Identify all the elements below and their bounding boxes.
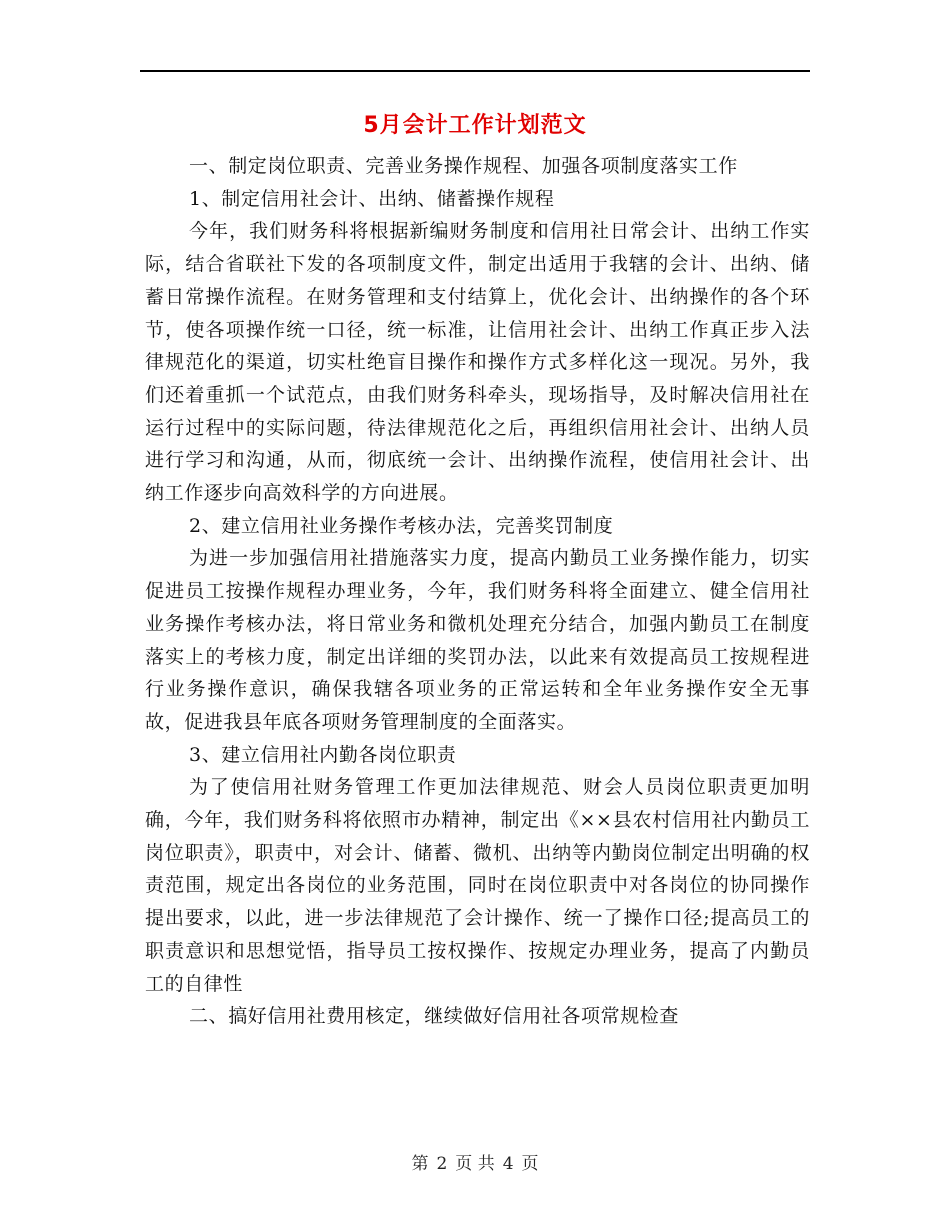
subsection-heading-3: 3、建立信用社内勤各岗位职责 (189, 743, 457, 766)
footer-prefix: 第 (411, 1154, 429, 1174)
section-heading-2: 二、搞好信用社费用核定，继续做好信用社各项常规检查 (189, 1005, 680, 1028)
section-heading-1: 一、制定岗位职责、完善业务操作规程、加强各项制度落实工作 (189, 155, 738, 177)
body-paragraph-3: 为了使信用社财务管理工作更加法律规范、财会人员岗位职责更加明确，今年，我们财务科将依照市办精神，制定出《××县农村信用社内勤员工岗位职责》，职责中，对会计、储蓄、微机、出纳等内勤岗位制定出明确的权责范围，规定出各岗位的业务范围，同时在岗位职责中对各岗位的协同操作提出要求，以此，进一步法律规范了会计操作、统一了操作口径;提高员工的职责意识和思想觉悟，指导员工按权操作、按规定办理业务，提高了内勤员工的自律性 (145, 776, 810, 995)
footer-suffix: 页 (521, 1154, 539, 1174)
document-title: 5月会计工作计划范文 (363, 113, 587, 138)
subsection-heading-1: 1、制定信用社会计、出纳、储蓄操作规程 (189, 187, 555, 210)
page-footer (0, 1152, 950, 1176)
header-rule (140, 70, 810, 72)
footer-page-number: 2 (436, 1154, 448, 1174)
subsection-heading-2: 2、建立信用社业务操作考核办法，完善奖罚制度 (189, 514, 614, 537)
footer-total-pages: 4 (502, 1154, 514, 1174)
document-body (145, 150, 810, 1033)
footer-middle: 页 共 (455, 1154, 495, 1174)
body-paragraph-2: 为进一步加强信用社措施落实力度，提高内勤员工业务操作能力，切实促进员工按操作规程办理业务，今年，我们财务科将全面建立、健全信用社业务操作考核办法，将日常业务和微机处理充分结合，加强内勤员工在制度落实上的考核力度，制定出详细的奖罚办法，以此来有效提高员工按规程进行业务操作意识，确保我辖各项业务的正常运转和全年业务操作安全无事故，促进我县年底各项财务管理制度的全面落实。 (145, 547, 810, 733)
body-paragraph-1: 今年，我们财务科将根据新编财务制度和信用社日常会计、出纳工作实际，结合省联社下发的各项制度文件，制定出适用于我辖的会计、出纳、储蓄日常操作流程。在财务管理和支付结算上，优化会计、出纳操作的各个环节，使各项操作统一口径，统一标准，让信用社会计、出纳工作真正步入法律规范化的渠道，切实杜绝盲目操作和操作方式多样化这一现况。另外，我们还着重抓一个试范点，由我们财务科牵头，现场指导，及时解决信用社在运行过程中的实际问题，待法律规范化之后，再组织信用社会计、出纳人员进行学习和沟通，从而，彻底统一会计、出纳操作流程，使信用社会计、出纳工作逐步向高效科学的方向进展。 (145, 220, 810, 505)
